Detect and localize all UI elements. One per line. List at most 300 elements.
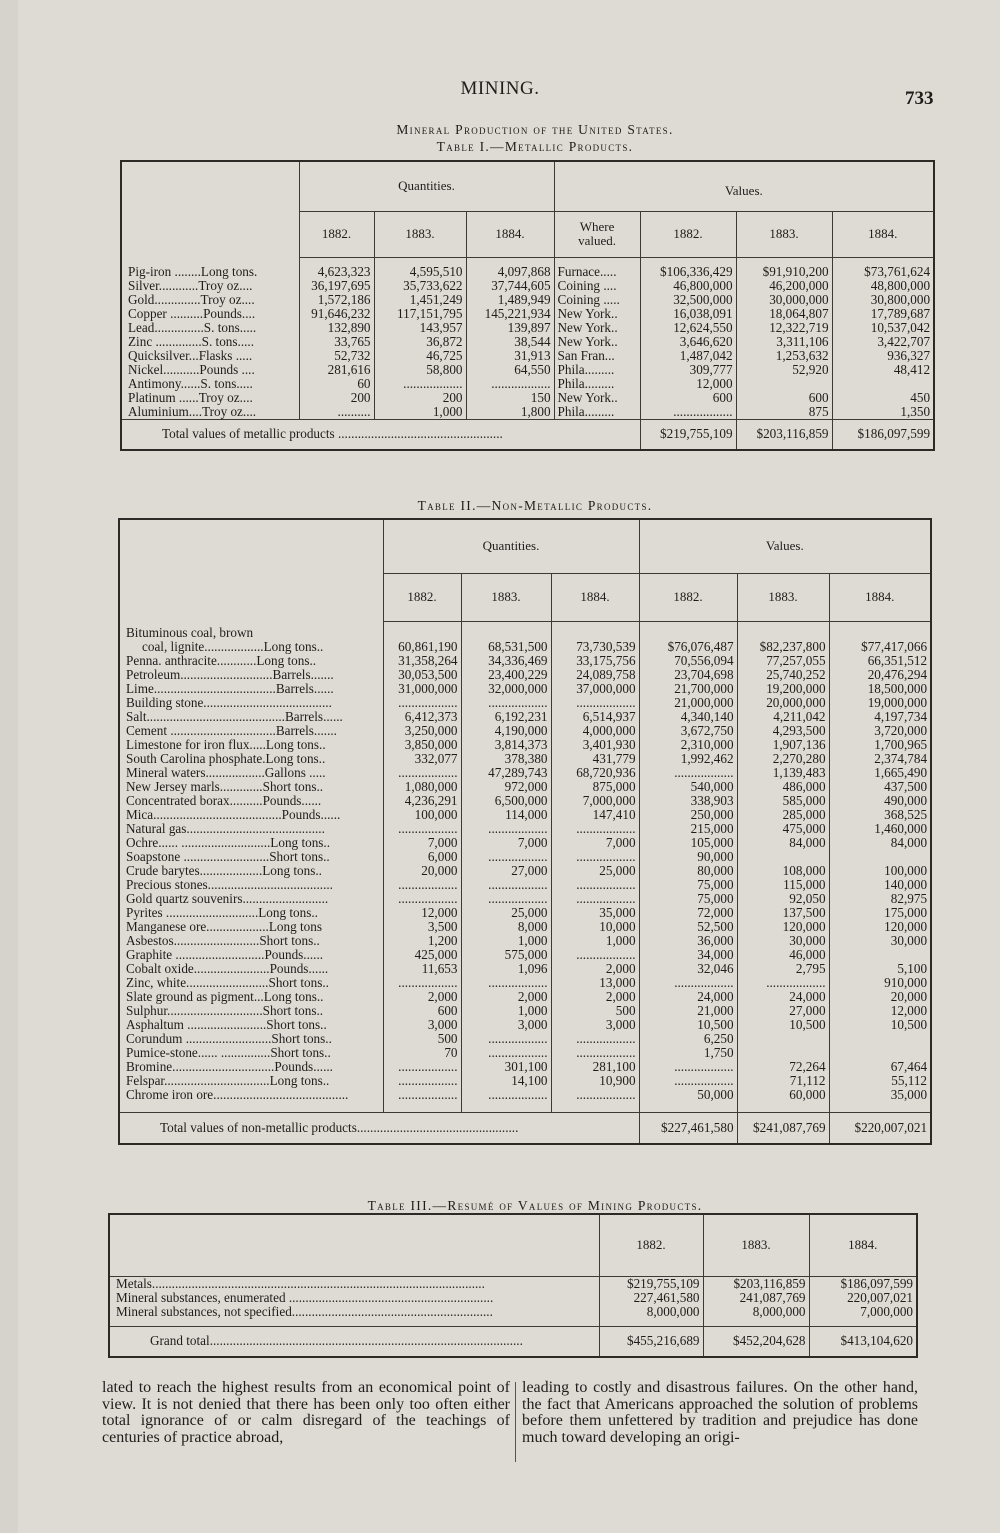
t2-cell-q1882 bbox=[383, 626, 461, 640]
t2-cell-q1882: .................. bbox=[383, 696, 461, 710]
t2-row-label: Cement ................................Barrels....... bbox=[126, 724, 337, 738]
t1-row-label: Quicksilver...Flasks ..... bbox=[128, 349, 253, 363]
t1-spacer-cell bbox=[299, 257, 374, 265]
t2-cell-q1883: .................. bbox=[461, 850, 551, 864]
t2-row-label: Soapstone ..........................Short tons.. bbox=[126, 850, 330, 864]
t2-cell-q1882: 30,053,500 bbox=[383, 668, 461, 682]
t1-cell-v1883: 18,064,807 bbox=[736, 307, 832, 321]
t2-row bbox=[119, 864, 931, 878]
t2-cell-q1882: .................. bbox=[383, 878, 461, 892]
t1-cell-v1884 bbox=[832, 377, 934, 391]
t2-row-label: Concentrated borax..........Pounds...... bbox=[126, 794, 322, 808]
t3-cell-v1882: $219,755,109 bbox=[599, 1276, 703, 1291]
t1-header-values: Values. bbox=[554, 161, 934, 211]
t2-cell-v1884: 2,374,784 bbox=[829, 752, 931, 766]
t3-row bbox=[109, 1305, 917, 1319]
t2-row-label: Bituminous coal, brown bbox=[126, 626, 254, 640]
t2-cell-v1882: 1,992,462 bbox=[639, 752, 737, 766]
t2-cell-v1882: 70,556,094 bbox=[639, 654, 737, 668]
t2-row-label: Pyrites ............................Long tons.. bbox=[126, 906, 318, 920]
t2-row bbox=[119, 920, 931, 934]
t2-cell-q1884: 13,000 bbox=[551, 976, 639, 990]
t2-cell-q1883: 34,336,469 bbox=[461, 654, 551, 668]
t2-cell-q1884: 73,730,539 bbox=[551, 640, 639, 654]
t2-cell-v1882: 90,000 bbox=[639, 850, 737, 864]
t1-cell-place: Phila......... bbox=[554, 363, 640, 377]
t1-cell-v1882: 3,646,620 bbox=[640, 335, 736, 349]
t1-cell-v1883: 1,253,632 bbox=[736, 349, 832, 363]
t1-cell-v1884: 10,537,042 bbox=[832, 321, 934, 335]
t2-cell-q1882: 600 bbox=[383, 1004, 461, 1018]
t1-cell-v1882: 309,777 bbox=[640, 363, 736, 377]
t1-cell-v1884: 450 bbox=[832, 391, 934, 405]
t1-row-label: Platinum ......Troy oz.... bbox=[128, 391, 253, 405]
t2-cell-q1884: .................. bbox=[551, 696, 639, 710]
t2-cell-q1882: .................. bbox=[383, 766, 461, 780]
t3-cell-v1884: 7,000,000 bbox=[809, 1305, 917, 1319]
t2-cell-q1883: .................. bbox=[461, 1088, 551, 1102]
t2-cell-v1883: 1,907,136 bbox=[737, 738, 829, 752]
t2-row bbox=[119, 668, 931, 682]
t2-cell-q1882: .................. bbox=[383, 1060, 461, 1074]
t2-row-label: Mineral waters..................Gallons ..... bbox=[126, 766, 326, 780]
t2-cell-q1884: .................. bbox=[551, 878, 639, 892]
t2-row-label: Mica.......................................Pounds...... bbox=[126, 808, 341, 822]
t2-cell-q1882: 12,000 bbox=[383, 906, 461, 920]
t2-cell-q1883: 575,000 bbox=[461, 948, 551, 962]
t1-total-label: Total values of metallic products .................................................. bbox=[121, 420, 640, 450]
t1-row bbox=[121, 293, 934, 307]
t3-spacer-cell bbox=[599, 1319, 703, 1327]
t2-row-label: Lime.....................................Barrels...... bbox=[126, 682, 334, 696]
t2-row bbox=[119, 962, 931, 976]
t1-cell-place: Coining .... bbox=[554, 279, 640, 293]
t1-cell-q1882: 60 bbox=[299, 377, 374, 391]
t1-cell-v1882: 12,000 bbox=[640, 377, 736, 391]
t2-row-label: Graphite ...........................Pounds...... bbox=[126, 948, 324, 962]
t1-spacer-cell bbox=[374, 257, 466, 265]
t1-cell-v1884: 936,327 bbox=[832, 349, 934, 363]
t2-cell-q1884: 68,720,936 bbox=[551, 766, 639, 780]
t2-cell-q1882: 3,000 bbox=[383, 1018, 461, 1032]
t1-row-label: Zinc ..............S. tons..... bbox=[128, 335, 255, 349]
t2-cell-q1883: 27,000 bbox=[461, 864, 551, 878]
t2-cell-v1882: 1,750 bbox=[639, 1046, 737, 1060]
t2-cell-v1883: 92,050 bbox=[737, 892, 829, 906]
t2-cell-v1883: 1,139,483 bbox=[737, 766, 829, 780]
t2-cell-v1884: 82,975 bbox=[829, 892, 931, 906]
t1-cell-q1882: 52,732 bbox=[299, 349, 374, 363]
t2-cell-q1884: 35,000 bbox=[551, 906, 639, 920]
t1-cell-q1882: 200 bbox=[299, 391, 374, 405]
t2-header-values: Values. bbox=[639, 519, 931, 573]
t2-cell-v1882: .................. bbox=[639, 1060, 737, 1074]
t2-cell-v1883: 475,000 bbox=[737, 822, 829, 836]
t1-cell-q1884: 145,221,934 bbox=[466, 307, 554, 321]
t2-cell-v1882: 21,000 bbox=[639, 1004, 737, 1018]
t3-spacer-cell bbox=[703, 1319, 809, 1327]
t1-cell-q1883: 1,000 bbox=[374, 405, 466, 420]
t2-cell-q1884: 875,000 bbox=[551, 780, 639, 794]
t2-cell-q1883: 25,000 bbox=[461, 906, 551, 920]
t2-total-1882: $227,461,580 bbox=[639, 1112, 737, 1144]
t2-row bbox=[119, 626, 931, 640]
t2-cell-v1882: 6,250 bbox=[639, 1032, 737, 1046]
t2-cell-v1882: 215,000 bbox=[639, 822, 737, 836]
t2-row bbox=[119, 990, 931, 1004]
t2-cell-q1882: 31,000,000 bbox=[383, 682, 461, 696]
t2-row-label: Natural gas.......................................... bbox=[126, 822, 325, 836]
t1-cell-q1882: 33,765 bbox=[299, 335, 374, 349]
t3-header-1883: 1883. bbox=[703, 1214, 809, 1276]
t1-row-label: Aluminium....Troy oz.... bbox=[128, 405, 257, 419]
t3-spacer-row bbox=[109, 1319, 917, 1327]
t1-total-1884: $186,097,599 bbox=[832, 420, 934, 450]
t2-cell-q1882: 6,000 bbox=[383, 850, 461, 864]
t1-cell-place: New York.. bbox=[554, 335, 640, 349]
t2-row-label: South Carolina phosphate.Long tons.. bbox=[126, 752, 326, 766]
t2-row-label: Limestone for iron flux.....Long tons.. bbox=[126, 738, 326, 752]
t2-row-label: Precious stones...................................... bbox=[126, 878, 333, 892]
t2-cell-v1882: $76,076,487 bbox=[639, 640, 737, 654]
t2-row bbox=[119, 878, 931, 892]
t2-cell-q1882: 31,358,264 bbox=[383, 654, 461, 668]
t3-cell-v1882: 227,461,580 bbox=[599, 1291, 703, 1305]
t2-cell-q1883: 1,000 bbox=[461, 1004, 551, 1018]
t2-total-label: Total values of non-metallic products................................................. bbox=[119, 1112, 639, 1144]
t2-cell-q1884: 10,000 bbox=[551, 920, 639, 934]
t1-cell-v1883 bbox=[736, 377, 832, 391]
t2-cell-q1883: 32,000,000 bbox=[461, 682, 551, 696]
t1-header-where-valued: Where valued. bbox=[554, 211, 640, 257]
t1-cell-v1884: $73,761,624 bbox=[832, 265, 934, 279]
t1-cell-v1882: 16,038,091 bbox=[640, 307, 736, 321]
t1-cell-q1884: 1,800 bbox=[466, 405, 554, 420]
t1-cell-q1884: 1,489,949 bbox=[466, 293, 554, 307]
t2-row bbox=[119, 738, 931, 752]
t1-spacer-cell bbox=[832, 257, 934, 265]
t1-row bbox=[121, 405, 934, 420]
t1-spacer-cell bbox=[640, 257, 736, 265]
t3-header-blank bbox=[109, 1214, 599, 1276]
t1-row bbox=[121, 321, 934, 335]
t2-cell-v1883 bbox=[737, 850, 829, 864]
t2-cell-v1884: 67,464 bbox=[829, 1060, 931, 1074]
t2-spacer-cell bbox=[119, 1102, 383, 1112]
t2-cell-v1884: 1,665,490 bbox=[829, 766, 931, 780]
t2-cell-q1882: 70 bbox=[383, 1046, 461, 1060]
t3-total-1882: $455,216,689 bbox=[599, 1327, 703, 1357]
t1-cell-v1883: 600 bbox=[736, 391, 832, 405]
t2-cell-v1884: $77,417,066 bbox=[829, 640, 931, 654]
t2-cell-v1882: 36,000 bbox=[639, 934, 737, 948]
t2-row bbox=[119, 654, 931, 668]
t2-cell-v1883: 137,500 bbox=[737, 906, 829, 920]
t1-row-label: Copper ..........Pounds.... bbox=[128, 307, 256, 321]
t2-row bbox=[119, 752, 931, 766]
t2-cell-q1883: 972,000 bbox=[461, 780, 551, 794]
t3-cell-v1883: 8,000,000 bbox=[703, 1305, 809, 1319]
t1-cell-q1883: 117,151,795 bbox=[374, 307, 466, 321]
t2-cell-q1883: 47,289,743 bbox=[461, 766, 551, 780]
t2-cell-v1884: 120,000 bbox=[829, 920, 931, 934]
t2-cell-q1882: 7,000 bbox=[383, 836, 461, 850]
t2-row-label: Building stone....................................... bbox=[126, 696, 332, 710]
t2-cell-q1882: .................. bbox=[383, 1088, 461, 1102]
t2-header-q1884: 1884. bbox=[551, 573, 639, 621]
t2-cell-q1884: 10,900 bbox=[551, 1074, 639, 1088]
t2-row bbox=[119, 1088, 931, 1102]
t1-cell-v1884: 48,412 bbox=[832, 363, 934, 377]
t1-row-label: Pig-iron ........Long tons. bbox=[128, 265, 258, 279]
t2-cell-q1882: 425,000 bbox=[383, 948, 461, 962]
t2-cell-q1884: 1,000 bbox=[551, 934, 639, 948]
t2-cell-q1882: .................. bbox=[383, 892, 461, 906]
t2-cell-v1884: 5,100 bbox=[829, 962, 931, 976]
t2-header-v1883: 1883. bbox=[737, 573, 829, 621]
t2-cell-v1884: 55,112 bbox=[829, 1074, 931, 1088]
t2-row bbox=[119, 906, 931, 920]
t2-cell-v1883: 19,200,000 bbox=[737, 682, 829, 696]
t2-cell-v1883: $82,237,800 bbox=[737, 640, 829, 654]
t1-cell-q1884: 4,097,868 bbox=[466, 265, 554, 279]
t2-cell-q1884: .................. bbox=[551, 948, 639, 962]
t2-cell-v1884: 1,700,965 bbox=[829, 738, 931, 752]
t2-cell-q1884 bbox=[551, 626, 639, 640]
t2-row bbox=[119, 766, 931, 780]
t2-cell-q1883: 23,400,229 bbox=[461, 668, 551, 682]
t2-cell-v1883: 84,000 bbox=[737, 836, 829, 850]
t2-cell-q1883: .................. bbox=[461, 976, 551, 990]
t1-cell-q1884: 31,913 bbox=[466, 349, 554, 363]
t2-header-v1882: 1882. bbox=[639, 573, 737, 621]
t2-row-label: Pumice-stone...... ...............Short tons.. bbox=[126, 1046, 331, 1060]
t2-row bbox=[119, 822, 931, 836]
t3-cell-v1884: $186,097,599 bbox=[809, 1276, 917, 1291]
t1-cell-q1884: 64,550 bbox=[466, 363, 554, 377]
t2-cell-q1883: 3,814,373 bbox=[461, 738, 551, 752]
t3-spacer-cell bbox=[109, 1319, 599, 1327]
t2-cell-v1883: 108,000 bbox=[737, 864, 829, 878]
t1-cell-v1883: 3,311,106 bbox=[736, 335, 832, 349]
t1-cell-q1884: .................. bbox=[466, 377, 554, 391]
t2-row-label: Petroleum............................Barrels....... bbox=[126, 668, 334, 682]
t1-cell-q1882: .......... bbox=[299, 405, 374, 420]
t3-row-label: Metals..................................................................................................... bbox=[116, 1276, 485, 1291]
t2-row-label: Bromine...............................Pounds...... bbox=[126, 1060, 333, 1074]
t2-cell-v1884: 12,000 bbox=[829, 1004, 931, 1018]
t1-row bbox=[121, 307, 934, 321]
t1-header-q1882: 1882. bbox=[299, 211, 374, 257]
t2-cell-v1884: 20,000 bbox=[829, 990, 931, 1004]
t2-cell-q1883: 1,096 bbox=[461, 962, 551, 976]
t2-cell-v1882: 3,672,750 bbox=[639, 724, 737, 738]
t3-header-1884: 1884. bbox=[809, 1214, 917, 1276]
t2-cell-q1883: 7,000 bbox=[461, 836, 551, 850]
t2-cell-v1882: 338,903 bbox=[639, 794, 737, 808]
t2-row-label: Ochre...... ...........................Long tons.. bbox=[126, 836, 331, 850]
t2-cell-v1882: 75,000 bbox=[639, 878, 737, 892]
t2-header-v1884: 1884. bbox=[829, 573, 931, 621]
t1-cell-place: San Fran... bbox=[554, 349, 640, 363]
t2-row-label: Asbestos..........................Short tons.. bbox=[126, 934, 320, 948]
t1-header-q1884: 1884. bbox=[466, 211, 554, 257]
t1-cell-place: New York.. bbox=[554, 321, 640, 335]
t1-cell-q1882: 281,616 bbox=[299, 363, 374, 377]
t2-spacer-cell bbox=[551, 1102, 639, 1112]
t2-cell-v1884: 66,351,512 bbox=[829, 654, 931, 668]
t2-header-quantities: Quantities. bbox=[383, 519, 639, 573]
t3-total-1883: $452,204,628 bbox=[703, 1327, 809, 1357]
t2-row-label: Zinc, white.........................Short tons.. bbox=[126, 976, 329, 990]
t3-total-label: Grand total............................................................................................... bbox=[109, 1327, 599, 1357]
t2-cell-q1883: 301,100 bbox=[461, 1060, 551, 1074]
t2-cell-q1883: 68,531,500 bbox=[461, 640, 551, 654]
t2-cell-v1883: 46,000 bbox=[737, 948, 829, 962]
t2-row bbox=[119, 1060, 931, 1074]
t2-row-label: Salt..........................................Barrels...... bbox=[126, 710, 343, 724]
t1-cell-v1882: 1,487,042 bbox=[640, 349, 736, 363]
t1-cell-v1883: 12,322,719 bbox=[736, 321, 832, 335]
t2-row bbox=[119, 892, 931, 906]
t2-cell-v1884: 3,720,000 bbox=[829, 724, 931, 738]
table3-caption: Table III.—Resumé of Values of Mining Products. bbox=[367, 1198, 703, 1213]
t2-cell-v1883: 585,000 bbox=[737, 794, 829, 808]
t1-spacer-cell bbox=[466, 257, 554, 265]
t2-cell-q1882: 3,250,000 bbox=[383, 724, 461, 738]
t2-cell-v1883: 2,795 bbox=[737, 962, 829, 976]
t1-total-1883: $203,116,859 bbox=[736, 420, 832, 450]
t1-cell-q1884: 150 bbox=[466, 391, 554, 405]
t2-cell-q1882: 500 bbox=[383, 1032, 461, 1046]
t2-cell-q1883: .................. bbox=[461, 892, 551, 906]
t2-spacer-cell bbox=[461, 1102, 551, 1112]
t1-header-v1884: 1884. bbox=[832, 211, 934, 257]
t2-cell-v1882 bbox=[639, 626, 737, 640]
t2-cell-v1882: .................. bbox=[639, 1074, 737, 1088]
t2-cell-v1882: 2,310,000 bbox=[639, 738, 737, 752]
t2-cell-v1884: 20,476,294 bbox=[829, 668, 931, 682]
t2-total-1884: $220,007,021 bbox=[829, 1112, 931, 1144]
t2-row-label: Slate ground as pigment...Long tons.. bbox=[126, 990, 324, 1004]
t1-cell-v1883: $91,910,200 bbox=[736, 265, 832, 279]
t2-cell-v1884: 437,500 bbox=[829, 780, 931, 794]
t1-cell-q1882: 132,890 bbox=[299, 321, 374, 335]
t2-row-label: coal, lignite..................Long tons.. bbox=[142, 640, 324, 654]
t2-cell-v1882: .................. bbox=[639, 766, 737, 780]
t2-spacer-row bbox=[119, 1102, 931, 1112]
t1-cell-q1882: 91,646,232 bbox=[299, 307, 374, 321]
t2-cell-q1884: 7,000 bbox=[551, 836, 639, 850]
t1-row-label: Antimony......S. tons..... bbox=[128, 377, 253, 391]
t2-cell-v1884: 140,000 bbox=[829, 878, 931, 892]
t2-cell-v1883: 2,270,280 bbox=[737, 752, 829, 766]
t2-cell-q1884: .................. bbox=[551, 850, 639, 864]
t2-cell-v1884: 910,000 bbox=[829, 976, 931, 990]
t1-cell-q1883: 36,872 bbox=[374, 335, 466, 349]
t2-cell-q1884: 431,779 bbox=[551, 752, 639, 766]
t2-cell-q1884: 33,175,756 bbox=[551, 654, 639, 668]
t3-header-1882: 1882. bbox=[599, 1214, 703, 1276]
table1-caption-line1: Mineral Production of the United States. bbox=[396, 122, 674, 137]
t1-cell-v1882: 12,624,550 bbox=[640, 321, 736, 335]
t2-cell-v1883 bbox=[737, 626, 829, 640]
t2-cell-v1884: 35,000 bbox=[829, 1088, 931, 1102]
t2-cell-v1884: 175,000 bbox=[829, 906, 931, 920]
t1-spacer-cell bbox=[736, 257, 832, 265]
t1-cell-v1883: 52,920 bbox=[736, 363, 832, 377]
t2-cell-q1882: .................. bbox=[383, 976, 461, 990]
t2-row-label: Manganese ore...................Long tons bbox=[126, 920, 322, 934]
t2-cell-v1884: 18,500,000 bbox=[829, 682, 931, 696]
t2-cell-q1883: 6,500,000 bbox=[461, 794, 551, 808]
t1-spacer-cell bbox=[121, 257, 299, 265]
t1-cell-q1883: 58,800 bbox=[374, 363, 466, 377]
t2-cell-q1884: 3,000 bbox=[551, 1018, 639, 1032]
t2-cell-q1882: .................. bbox=[383, 1074, 461, 1088]
t2-cell-q1883: 8,000 bbox=[461, 920, 551, 934]
t2-row bbox=[119, 1004, 931, 1018]
table1-caption-line2: Table I.—Metallic Products. bbox=[436, 139, 634, 154]
t1-cell-v1884: 30,800,000 bbox=[832, 293, 934, 307]
t2-cell-v1882: 80,000 bbox=[639, 864, 737, 878]
t2-spacer-cell bbox=[383, 1102, 461, 1112]
t2-header-q1882: 1882. bbox=[383, 573, 461, 621]
t2-spacer-cell bbox=[829, 1102, 931, 1112]
t2-cell-q1884: .................. bbox=[551, 1046, 639, 1060]
t1-cell-v1884: 1,350 bbox=[832, 405, 934, 420]
t2-cell-q1884: 147,410 bbox=[551, 808, 639, 822]
t2-cell-q1883: .................. bbox=[461, 822, 551, 836]
t2-cell-q1882: 332,077 bbox=[383, 752, 461, 766]
t1-cell-v1883: 46,200,000 bbox=[736, 279, 832, 293]
t2-cell-v1883: 72,264 bbox=[737, 1060, 829, 1074]
column-rule bbox=[515, 1382, 516, 1462]
t2-cell-q1883: 6,192,231 bbox=[461, 710, 551, 724]
t2-cell-q1882: 20,000 bbox=[383, 864, 461, 878]
t2-cell-v1882: 52,500 bbox=[639, 920, 737, 934]
t2-cell-v1883: 24,000 bbox=[737, 990, 829, 1004]
t2-cell-q1882: .................. bbox=[383, 822, 461, 836]
t1-cell-v1884: 48,800,000 bbox=[832, 279, 934, 293]
t1-spacer-row bbox=[121, 257, 934, 265]
t1-cell-place: New York.. bbox=[554, 391, 640, 405]
t2-header-q1883: 1883. bbox=[461, 573, 551, 621]
t2-row bbox=[119, 682, 931, 696]
t2-row bbox=[119, 1046, 931, 1060]
table-resume-values bbox=[108, 1213, 918, 1358]
t2-cell-q1884: 7,000,000 bbox=[551, 794, 639, 808]
t2-header-blank bbox=[119, 519, 383, 621]
t1-row-label: Lead...............S. tons..... bbox=[128, 321, 257, 335]
t3-row-label: Mineral substances, enumerated .............................................................. bbox=[116, 1290, 494, 1305]
t1-cell-q1883: 200 bbox=[374, 391, 466, 405]
t2-cell-v1883: 60,000 bbox=[737, 1088, 829, 1102]
t1-cell-v1882: 32,500,000 bbox=[640, 293, 736, 307]
t1-cell-q1882: 36,197,695 bbox=[299, 279, 374, 293]
t1-cell-place: Furnace..... bbox=[554, 265, 640, 279]
t2-cell-v1884: 368,525 bbox=[829, 808, 931, 822]
t2-cell-q1884: 2,000 bbox=[551, 990, 639, 1004]
t2-row bbox=[119, 948, 931, 962]
t2-cell-v1882: 75,000 bbox=[639, 892, 737, 906]
t2-cell-v1883: 25,740,252 bbox=[737, 668, 829, 682]
t1-cell-place: Phila......... bbox=[554, 405, 640, 420]
t1-cell-v1882: 600 bbox=[640, 391, 736, 405]
t2-row-label: Penna. anthracite............Long tons.. bbox=[126, 654, 317, 668]
t1-row bbox=[121, 335, 934, 349]
t1-cell-v1882: .................. bbox=[640, 405, 736, 420]
